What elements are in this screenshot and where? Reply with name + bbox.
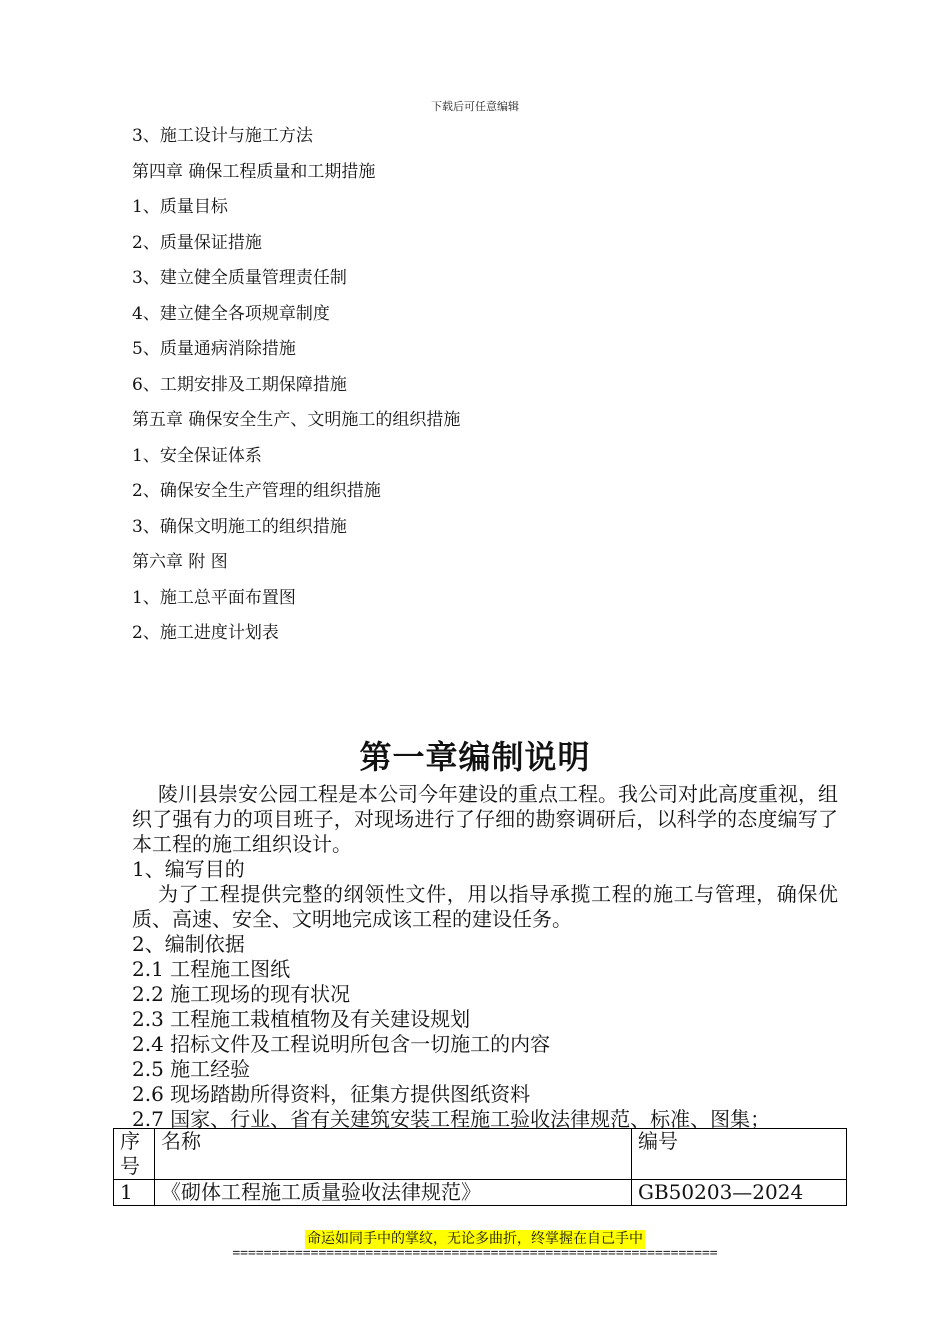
header-note: 下载后可任意编辑 [431, 100, 519, 113]
toc-item: 1、安全保证体系 [132, 445, 262, 466]
toc-chapter-heading: 第六章 附 图 [132, 552, 228, 572]
toc-item: 2、确保安全生产管理的组织措施 [132, 481, 381, 501]
basis-item: 2.4 招标文件及工程说明所包含一切施工的内容 [132, 1032, 551, 1056]
toc-chapter-heading: 第五章 确保安全生产、文明施工的组织措施 [132, 410, 461, 430]
toc-item: 3、确保文明施工的组织措施 [132, 516, 347, 537]
toc-item: 3、施工设计与施工方法 [132, 126, 313, 146]
toc-item: 5、质量通病消除措施 [132, 339, 296, 359]
toc-item: 2、质量保证措施 [132, 232, 262, 253]
basis-item: 2.6 现场踏勘所得资料，征集方提供图纸资料 [132, 1082, 531, 1106]
chapter-title: 第一章编制说明 [359, 738, 591, 776]
header-cell-code: 编号 [632, 1129, 847, 1180]
basis-item: 2.5 施工经验 [132, 1057, 251, 1081]
toc-chapter-heading: 第四章 确保工程质量和工期措施 [132, 161, 376, 182]
purpose-paragraph: 为了工程提供完整的纲领性文件，用以指导承揽工程的施工与管理，确保优质、高速、安全、文明地完成该工程的建设任务。 [132, 882, 838, 931]
basis-item: 2.3 工程施工栽植植物及有关建设规划 [132, 1007, 471, 1031]
cell-no: 1 [114, 1180, 155, 1206]
toc-item: 1、质量目标 [132, 197, 228, 217]
header-cell-no: 序号 [114, 1129, 155, 1180]
basis-item: 2.1 工程施工图纸 [132, 957, 291, 981]
basis-item: 2.2 施工现场的现有状况 [132, 982, 351, 1006]
cell-code: GB50203—2024 [632, 1180, 847, 1206]
toc-item: 2、施工进度计划表 [132, 623, 279, 643]
basis-item: 2.7 国家、行业、省有关建筑安装工程施工验收法律规范、标准、图集； [132, 1107, 771, 1131]
toc-item: 1、施工总平面布置图 [132, 587, 296, 608]
table-header-row [114, 1129, 847, 1180]
intro-paragraph: 陵川县崇安公园工程是本公司今年建设的重点工程。我公司对此高度重视，组织了强有力的项目班子，对现场进行了仔细的勘察调研后，以科学的态度编写了本工程的施工组织设计。 [132, 782, 838, 856]
table-of-contents [132, 122, 460, 655]
section-heading: 1、编写目的 [132, 857, 245, 881]
cell-name: 《砌体工程施工质量验收法律规范》 [155, 1180, 632, 1206]
toc-item: 4、建立健全各项规章制度 [132, 303, 330, 324]
toc-item: 6、工期安排及工期保障措施 [132, 374, 347, 395]
header-cell-name: 名称 [155, 1129, 632, 1180]
section-heading: 2、编制依据 [132, 932, 245, 956]
footer-divider: ============================================================== [232, 1246, 718, 1261]
footer-quote: 命运如同手中的掌纹，无论多曲折，终掌握在自己手中 [307, 1231, 643, 1247]
standards-table [113, 1128, 847, 1206]
toc-item: 3、建立健全质量管理责任制 [132, 268, 347, 288]
table-row [114, 1180, 847, 1206]
chapter-body [132, 782, 838, 1132]
